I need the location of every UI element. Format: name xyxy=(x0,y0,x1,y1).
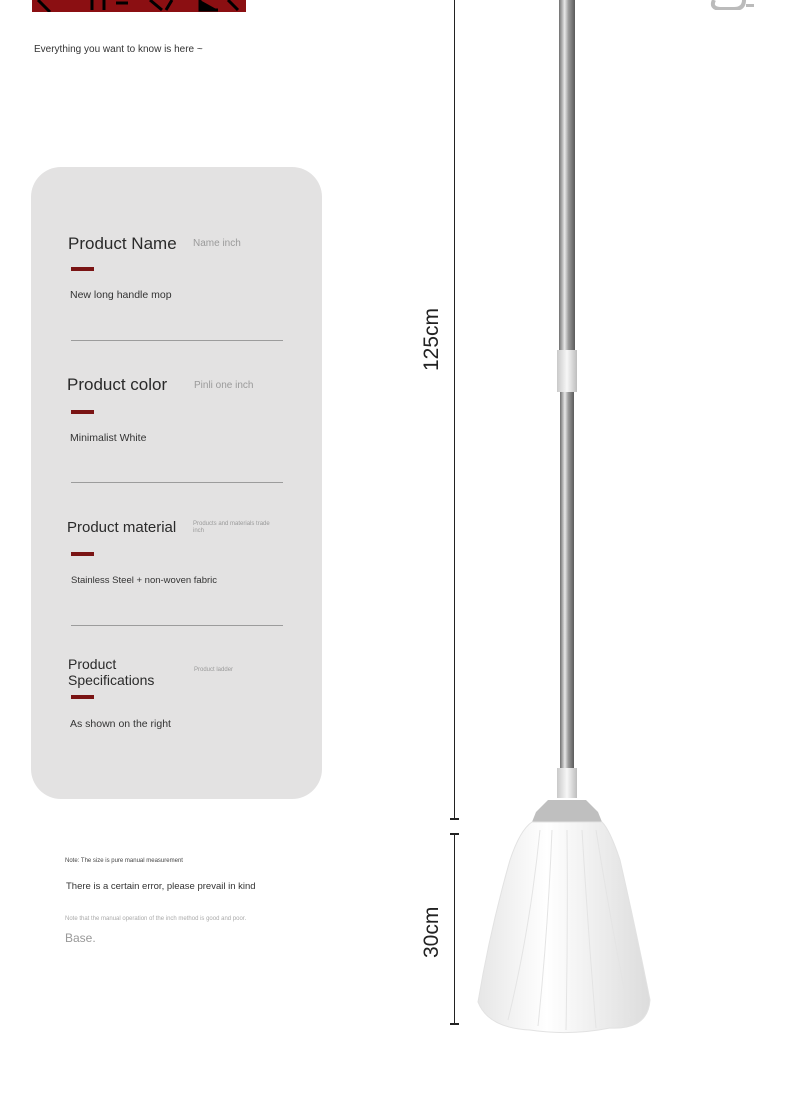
spec-value: Minimalist White xyxy=(70,432,147,444)
accent-bar xyxy=(71,267,94,271)
error-note: There is a certain error, please prevail in kind xyxy=(66,881,256,892)
divider xyxy=(71,482,283,483)
handle-dimension-line xyxy=(454,0,455,820)
spec-subtitle: Product ladder xyxy=(194,667,234,673)
top-banner xyxy=(32,0,246,12)
accent-bar xyxy=(71,410,94,414)
mop-head xyxy=(478,800,650,1033)
spec-title: Product material xyxy=(67,519,177,536)
dimension-tick xyxy=(450,1023,459,1025)
accent-bar xyxy=(71,552,94,556)
spec-title: Product Name xyxy=(68,234,177,253)
handle-length-label: 125cm xyxy=(420,307,443,371)
head-dimension-line xyxy=(454,834,455,1025)
banner-graphic xyxy=(32,0,246,12)
manual-note: Note that the manual operation of the inch method is good and poor. xyxy=(65,916,247,922)
spec-subtitle: Name inch xyxy=(193,238,241,249)
tagline: Everything you want to know is here ~ xyxy=(34,44,203,55)
mop-handle xyxy=(557,0,577,798)
spec-title: Product Specifications xyxy=(68,656,155,688)
divider xyxy=(71,625,283,626)
product-spec-card xyxy=(31,167,322,799)
spec-value: New long handle mop xyxy=(70,289,172,301)
head-length-label: 30cm xyxy=(420,906,443,958)
spec-subtitle: Pinli one inch xyxy=(194,380,254,391)
brand-logo-icon xyxy=(708,0,754,10)
measurement-note: Note: The size is pure manual measurement xyxy=(65,858,183,864)
mop-illustration xyxy=(460,0,680,1050)
base-note: Base. xyxy=(65,931,96,945)
divider xyxy=(71,340,283,341)
spec-subtitle: Products and materials trade inch xyxy=(193,521,270,534)
spec-title: Product color xyxy=(67,375,168,394)
spec-value: As shown on the right xyxy=(70,718,171,730)
accent-bar xyxy=(71,695,94,699)
dimension-tick xyxy=(450,818,459,820)
spec-value: Stainless Steel + non-woven fabric xyxy=(71,575,218,586)
